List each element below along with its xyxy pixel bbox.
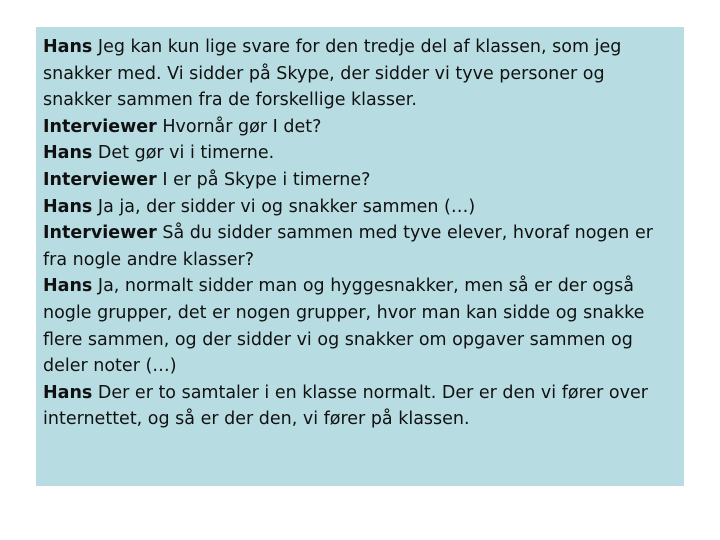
speaker-name: Hans (43, 37, 93, 57)
turn-text: I er på Skype i timerne? (162, 169, 371, 190)
speaker-name: Hans (43, 143, 93, 164)
speaker-name: Hans (43, 382, 93, 403)
turn-text: Ja ja, der sidder vi og snakker sammen (…) (97, 196, 476, 217)
speaker-name: Hans (43, 196, 93, 217)
turn-text: Jeg kan kun lige svare for den tredje del af klassen, som jeg snakker med. Vi sidder på Skype, der sidder vi tyve personer og snakker sammen fra de forskellige klasser. (43, 37, 622, 111)
turn-text: Det gør vi i timerne. (97, 143, 275, 164)
transcript-turn (43, 140, 678, 167)
speaker-name: Interviewer (43, 223, 157, 244)
transcript-turn (43, 220, 678, 273)
transcript-turn (43, 34, 678, 114)
transcript-turn (43, 194, 678, 221)
turn-text: Der er to samtaler i en klasse normalt. Der er den vi fører over internettet, og så er der den, vi fører på klassen. (43, 382, 648, 430)
turn-text: Så du sidder sammen med tyve elever, hvoraf nogen er fra nogle andre klasser? (43, 223, 653, 270)
transcript-box (36, 27, 684, 486)
turn-text: Hvornår gør I det? (162, 116, 322, 137)
transcript-turn (43, 273, 678, 379)
transcript-turn (43, 167, 678, 194)
speaker-name: Hans (43, 276, 93, 297)
speaker-name: Interviewer (43, 116, 157, 137)
speaker-name: Interviewer (43, 169, 157, 190)
turn-text: Ja, normalt sidder man og hyggesnakker, men så er der også nogle grupper, det er nogen grupper, hvor man kan sidde og snakke flere sammen, og der sidder vi og snakker om opgaver sammen og deler noter (…) (43, 276, 645, 377)
transcript-turn (43, 114, 678, 141)
transcript-turn (43, 380, 678, 433)
